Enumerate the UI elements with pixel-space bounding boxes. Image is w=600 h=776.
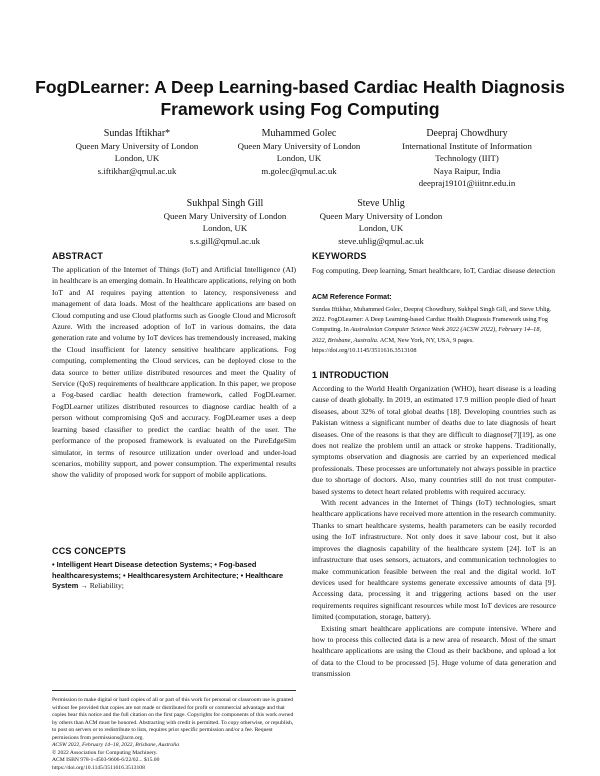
author-affiliation: Queen Mary University of London (319, 211, 443, 221)
abstract-body (52, 264, 296, 481)
title-line-2: Framework using Fog Computing (160, 99, 440, 119)
reference-format-heading: ACM Reference Format: (312, 294, 392, 301)
author-name: Muhammed Golec (261, 128, 337, 139)
author-location: London, UK (276, 153, 322, 164)
author-affiliation-cont: Technology (IIIT) (435, 153, 499, 164)
author-block (378, 127, 556, 190)
author-affiliation: Queen Mary University of London (75, 141, 199, 151)
ccs-concepts (52, 560, 296, 592)
abstract-text: The application of the Internet of Things (IoT) and Artificial Intelligence (AI) in healthcare is an emerging domain. In Healthcare applications, relying on both IoT and AI requires paying attention to latency, responsiveness and management of data loads. Most of the healthcare applications are based on Cloud computing and use Cloud platforms such as Google Cloud and Microsoft Azure. With the increased adoption of IoT in various domains, the data generation rate and volume by IoT devices has tremendously increased, making the Cloud insufficient for latency sensitive healthcare applications. Fog computing, complementing the Cloud services, can be deployed close to the data source to better utilize distributed resources and meet the Quality of Service (QoS) requirements of healthcare application. In this paper, we propose a Fog-based cardiac health detection framework, called FogDLearner. FogDLearner utilizes distributed resources to diagnose cardiac health of a person without compromising QoS and accuracy. FogDLearner uses a deep learning based classifier to predict the cardiac health of the user. The performance of the proposed framework is evaluated on the PureEdgeSim simulator, in terms of resource utilization under overload and under-load scenarios, mobility support, and power consumption. The experimental results show the validity of proposed work for support of mobile applications. (52, 265, 296, 480)
copyright-line: © 2022 Association for Computing Machinery. (52, 749, 158, 756)
author-name: Sundas Iftikhar* (103, 128, 171, 139)
paper-title (30, 76, 570, 120)
reference-end: ACM, New York, NY, USA, 9 pages. https://doi.org/10.1145/3511616.3513108 (312, 336, 474, 354)
intro-paragraph: According to the World Health Organization (WHO), heart disease is a leading cause of death globally. In 2019, an estimated 17.9 million people died of heart diseases, about 32% of total global deaths [18]. Developing countries such as Pakistan witness a significant number of deaths due to late diagnosis of heart diseases. One of the reasons is that they are difficult to diagnose[7][19], as one does not realize the problem until an attack or stroke happens. Traditionally, symptoms observation and diagnosis are carried by an experienced medical professionals. These processes are unfortunately not always possible in practice due to shortage of doctors. Also, many countries still do not trust computer-based systems to detect heart related problems with required accuracy. (312, 384, 556, 496)
author-block (52, 127, 222, 177)
author-affiliation: Queen Mary University of London (237, 141, 361, 151)
title-line-1: FogDLearner: A Deep Learning-based Cardiac Health Diagnosis (35, 77, 565, 97)
intro-paragraph: Existing smart healthcare applications are compute intensive. Where and how to process this collected data is a new area of research. Most of the smart healthcare applications are using the Cloud as their backbone, and upload a lot of data to the Cloud to be processed [5]. Huge volume of data generation and transmission (312, 623, 556, 679)
author-email: steve.uhlig@qmul.ac.uk (338, 235, 424, 246)
ccs-text-3: → Reliability; (80, 581, 124, 591)
author-name: Steve Uhlig (357, 198, 405, 209)
reference-plain: Sundas Iftikhar, Muhammed Golec, Deepraj Chowdhury, Sukhpal Singh Gill, and Steve Uhlig. 2022. FogDLearner: A Deep Learning-based Cardiac Health Diagnosis Framework using Fog Computing. In (312, 306, 552, 334)
author-name: Sukhpal Singh Gill (186, 198, 264, 209)
intro-paragraph: With recent advances in the Internet of Things (IoT) technologies, smart healthcare applications have received more attention in the research community. Thanks to smart healthcare systems, health parameters can be easily recorded using the IoT infrastructure. Not only does it save labour cost, but it also improves the diagnosis capability of the healthcare system [24]. IoT is an infrastructure that uses sensors, actuators, and communication technologies to make communication feasible between the real and the digital world. IoT devices used for healthcare systems generate excessive amounts of data [9]. Accessing data, processing it and triggering actions based on the user requirements requires significant resources while most IoT devices are resource limited (computation, storage, battery). (312, 498, 556, 622)
author-email: deepraj19101@iiitnr.edu.in (418, 178, 516, 189)
introduction-heading: 1 INTRODUCTION (312, 370, 389, 380)
keywords-text: Fog computing, Deep learning, Smart healthcare, IoT, Cardiac disease detection (312, 266, 555, 275)
author-affiliation: Queen Mary University of London (163, 211, 287, 221)
conference-line: ACSW 2022, February 14–18, 2022, Brisbane, Australia (52, 742, 179, 748)
reference-venue: Australasian Computer Science Week 2022 (ACSW 2022), February 14–18, 2022, Brisbane, Australia. (312, 326, 542, 344)
ccs-text-1: • Intelligent Heart Disease detection Systems; • Fog-based healthcaresystems; (52, 560, 257, 580)
ccs-text-2: • Healthcaresystem Architecture; • Healthcare System (52, 570, 284, 591)
keywords-heading: KEYWORDS (312, 251, 367, 261)
introduction-body (312, 383, 556, 680)
author-email: s.iftikhar@qmul.ac.uk (97, 165, 177, 176)
author-affiliation: International Institute of Information (402, 141, 532, 151)
author-name: Deepraj Chowdhury (426, 128, 508, 139)
reference-format-text (312, 305, 556, 356)
author-location: London, UK (114, 153, 160, 164)
permission-text: Permission to make digital or hard copies of all or part of this work for personal or classroom use is granted without fee provided that copies are not made or distributed for profit or commercial advantage and that copies bear this notice and the full citation on the first page. Copyrights for components of this work owned by others than ACM must be honored. Abstracting with credit is permitted. To copy otherwise, or republish, to post on servers or to redistribute to lists, requires prior specific permission and/or a fee. Request permissions from permissions@acm.org. (52, 697, 294, 741)
author-email: s.s.gill@qmul.ac.uk (189, 235, 261, 246)
author-location: London, UK (358, 223, 404, 234)
author-block (296, 197, 466, 247)
author-email: m.golec@qmul.ac.uk (261, 165, 337, 176)
ccs-heading: CCS CONCEPTS (52, 546, 126, 556)
author-location: Naya Raipur, India (433, 165, 501, 176)
author-block (140, 197, 310, 247)
abstract-heading: ABSTRACT (52, 251, 104, 261)
author-block (214, 127, 384, 177)
doi-line: https://doi.org/10.1145/3511616.3513108 (52, 764, 145, 771)
permission-footnote (52, 690, 296, 772)
author-location: London, UK (202, 223, 248, 234)
isbn-line: ACM ISBN 978-1-4503-9606-6/22/02... $15.00 (52, 757, 160, 763)
